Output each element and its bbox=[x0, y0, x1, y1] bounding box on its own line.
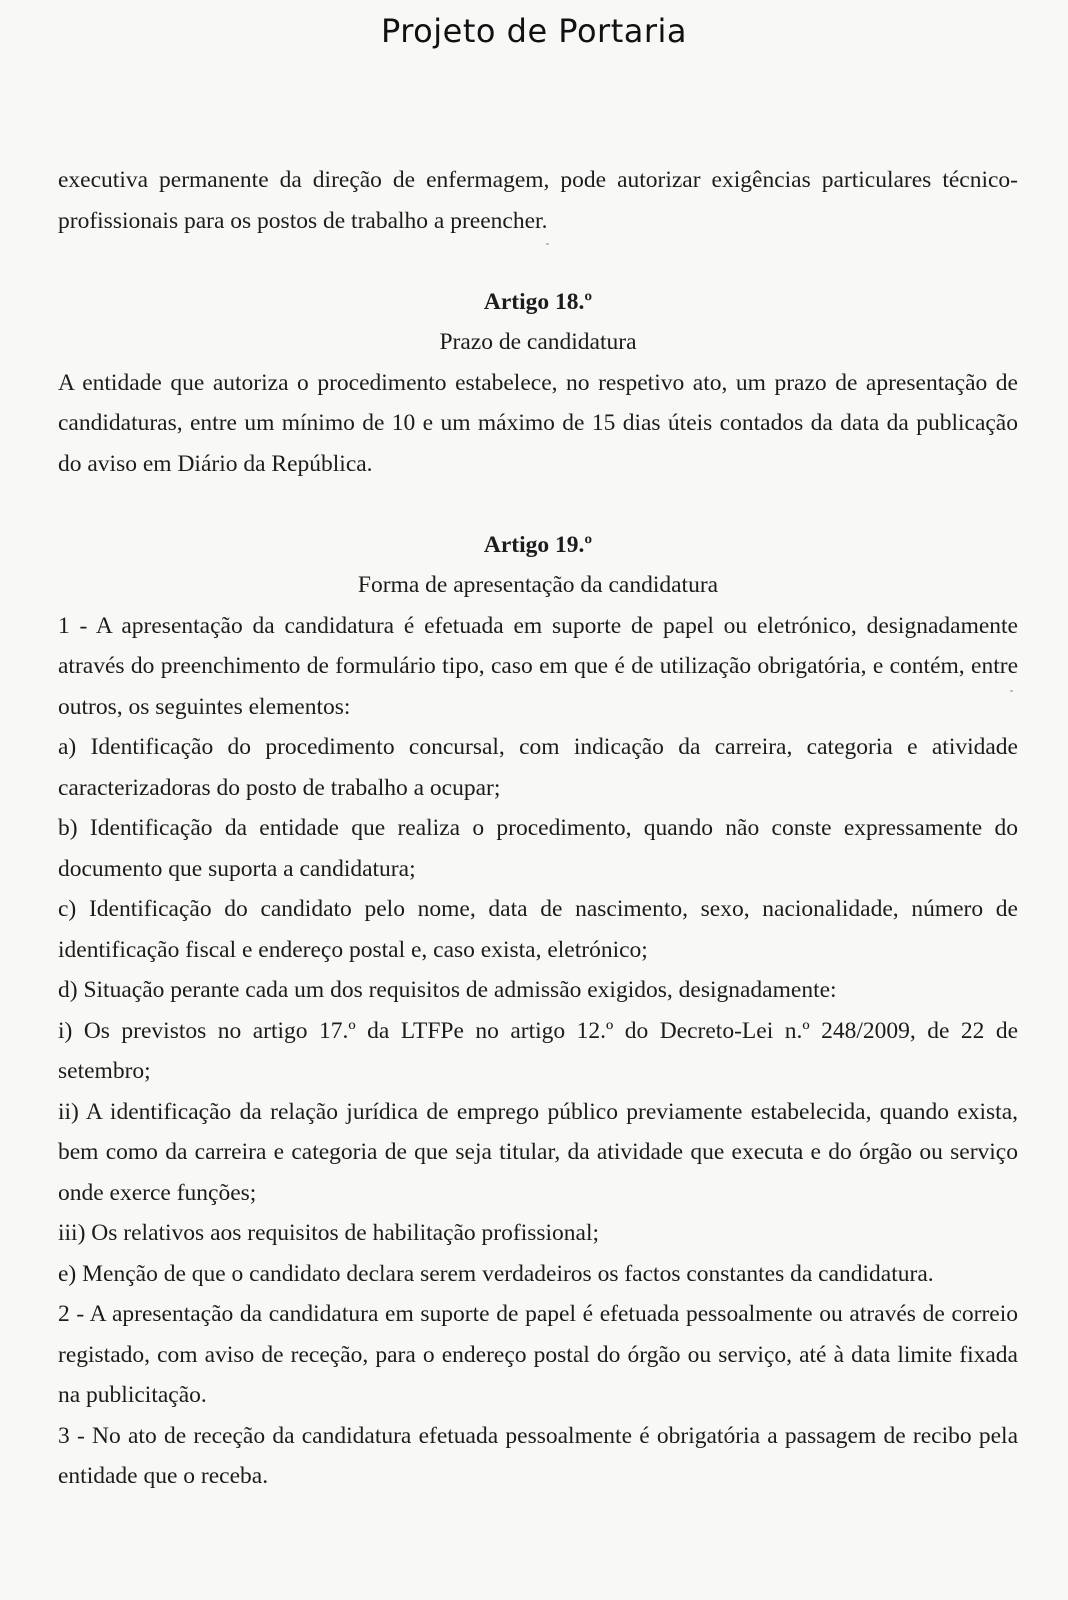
article-19-paragraph-3: 3 - No ato de receção da candidatura efetuada pessoalmente é obrigatória a passagem de recibo pela entidade que o receba. bbox=[58, 1422, 1018, 1489]
article-18-heading: Artigo 18.º bbox=[483, 288, 593, 315]
article-18-text: A entidade que autoriza o procedimento estabelece, no respetivo ato, um prazo de apresentação de candidaturas, entre um mínimo de 10 e um máximo de 15 dias úteis contados da data da publicação do aviso em Diário da República. bbox=[58, 369, 1018, 477]
article-19-item-c: c) Identificação do candidato pelo nome, data de nascimento, sexo, nacionalidade, número de identificação fiscal e endereço postal e, caso exista, eletrónico; bbox=[58, 896, 1018, 963]
article-19-item-e: e) Menção de que o candidato declara serem verdadeiros os factos constantes da candidatura. bbox=[58, 1260, 934, 1287]
article-19-item-iii: iii) Os relativos aos requisitos de habilitação profissional; bbox=[58, 1220, 600, 1246]
page-title: Projeto de Portaria bbox=[380, 12, 687, 50]
article-19-item-d: d) Situação perante cada um dos requisitos de admissão exigidos, designadamente: bbox=[58, 977, 837, 1003]
article-18-subtitle: Prazo de candidatura bbox=[439, 329, 637, 355]
article-19-subtitle: Forma de apresentação da candidatura bbox=[357, 572, 719, 598]
document-body bbox=[58, 160, 1018, 1497]
article-19-paragraph-2: 2 - A apresentação da candidatura em suporte de papel é efetuada pessoalmente ou através de correio registado, com aviso de receção, para o endereço postal do órgão ou serviço, até à data limite fixada na publicitação. bbox=[58, 1301, 1018, 1408]
article-19-paragraph-1: 1 - A apresentação da candidatura é efetuada em suporte de papel ou eletrónico, designadamente através do preenchimento de formulário tipo, caso em que é de utilização obrigatória, e contém, entre outros, os seguintes elementos: bbox=[58, 612, 1018, 720]
article-19-heading: Artigo 19.º bbox=[483, 531, 593, 558]
intro-paragraph: executiva permanente da direção de enfermagem, pode autorizar exigências particulares técnico-profissionais para os postos de trabalho a preencher. bbox=[58, 167, 1018, 234]
article-19-item-a: a) Identificação do procedimento concursal, com indicação da carreira, categoria e atividade caracterizadoras do posto de trabalho a ocupar; bbox=[58, 734, 1018, 801]
article-19-item-ii: ii) A identificação da relação jurídica de emprego público previamente estabelecida, quando exista, bem como da carreira e categoria de que seja titular, da atividade que executa e do órgão ou serviço onde exerce funções; bbox=[58, 1098, 1018, 1206]
article-19-item-b: b) Identificação da entidade que realiza o procedimento, quando não conste expressamente do documento que suporta a candidatura; bbox=[58, 815, 1018, 882]
article-19-item-i: i) Os previstos no artigo 17.º da LTFPe no artigo 12.º do Decreto-Lei n.º 248/2009, de 22 de setembro; bbox=[58, 1017, 1018, 1084]
